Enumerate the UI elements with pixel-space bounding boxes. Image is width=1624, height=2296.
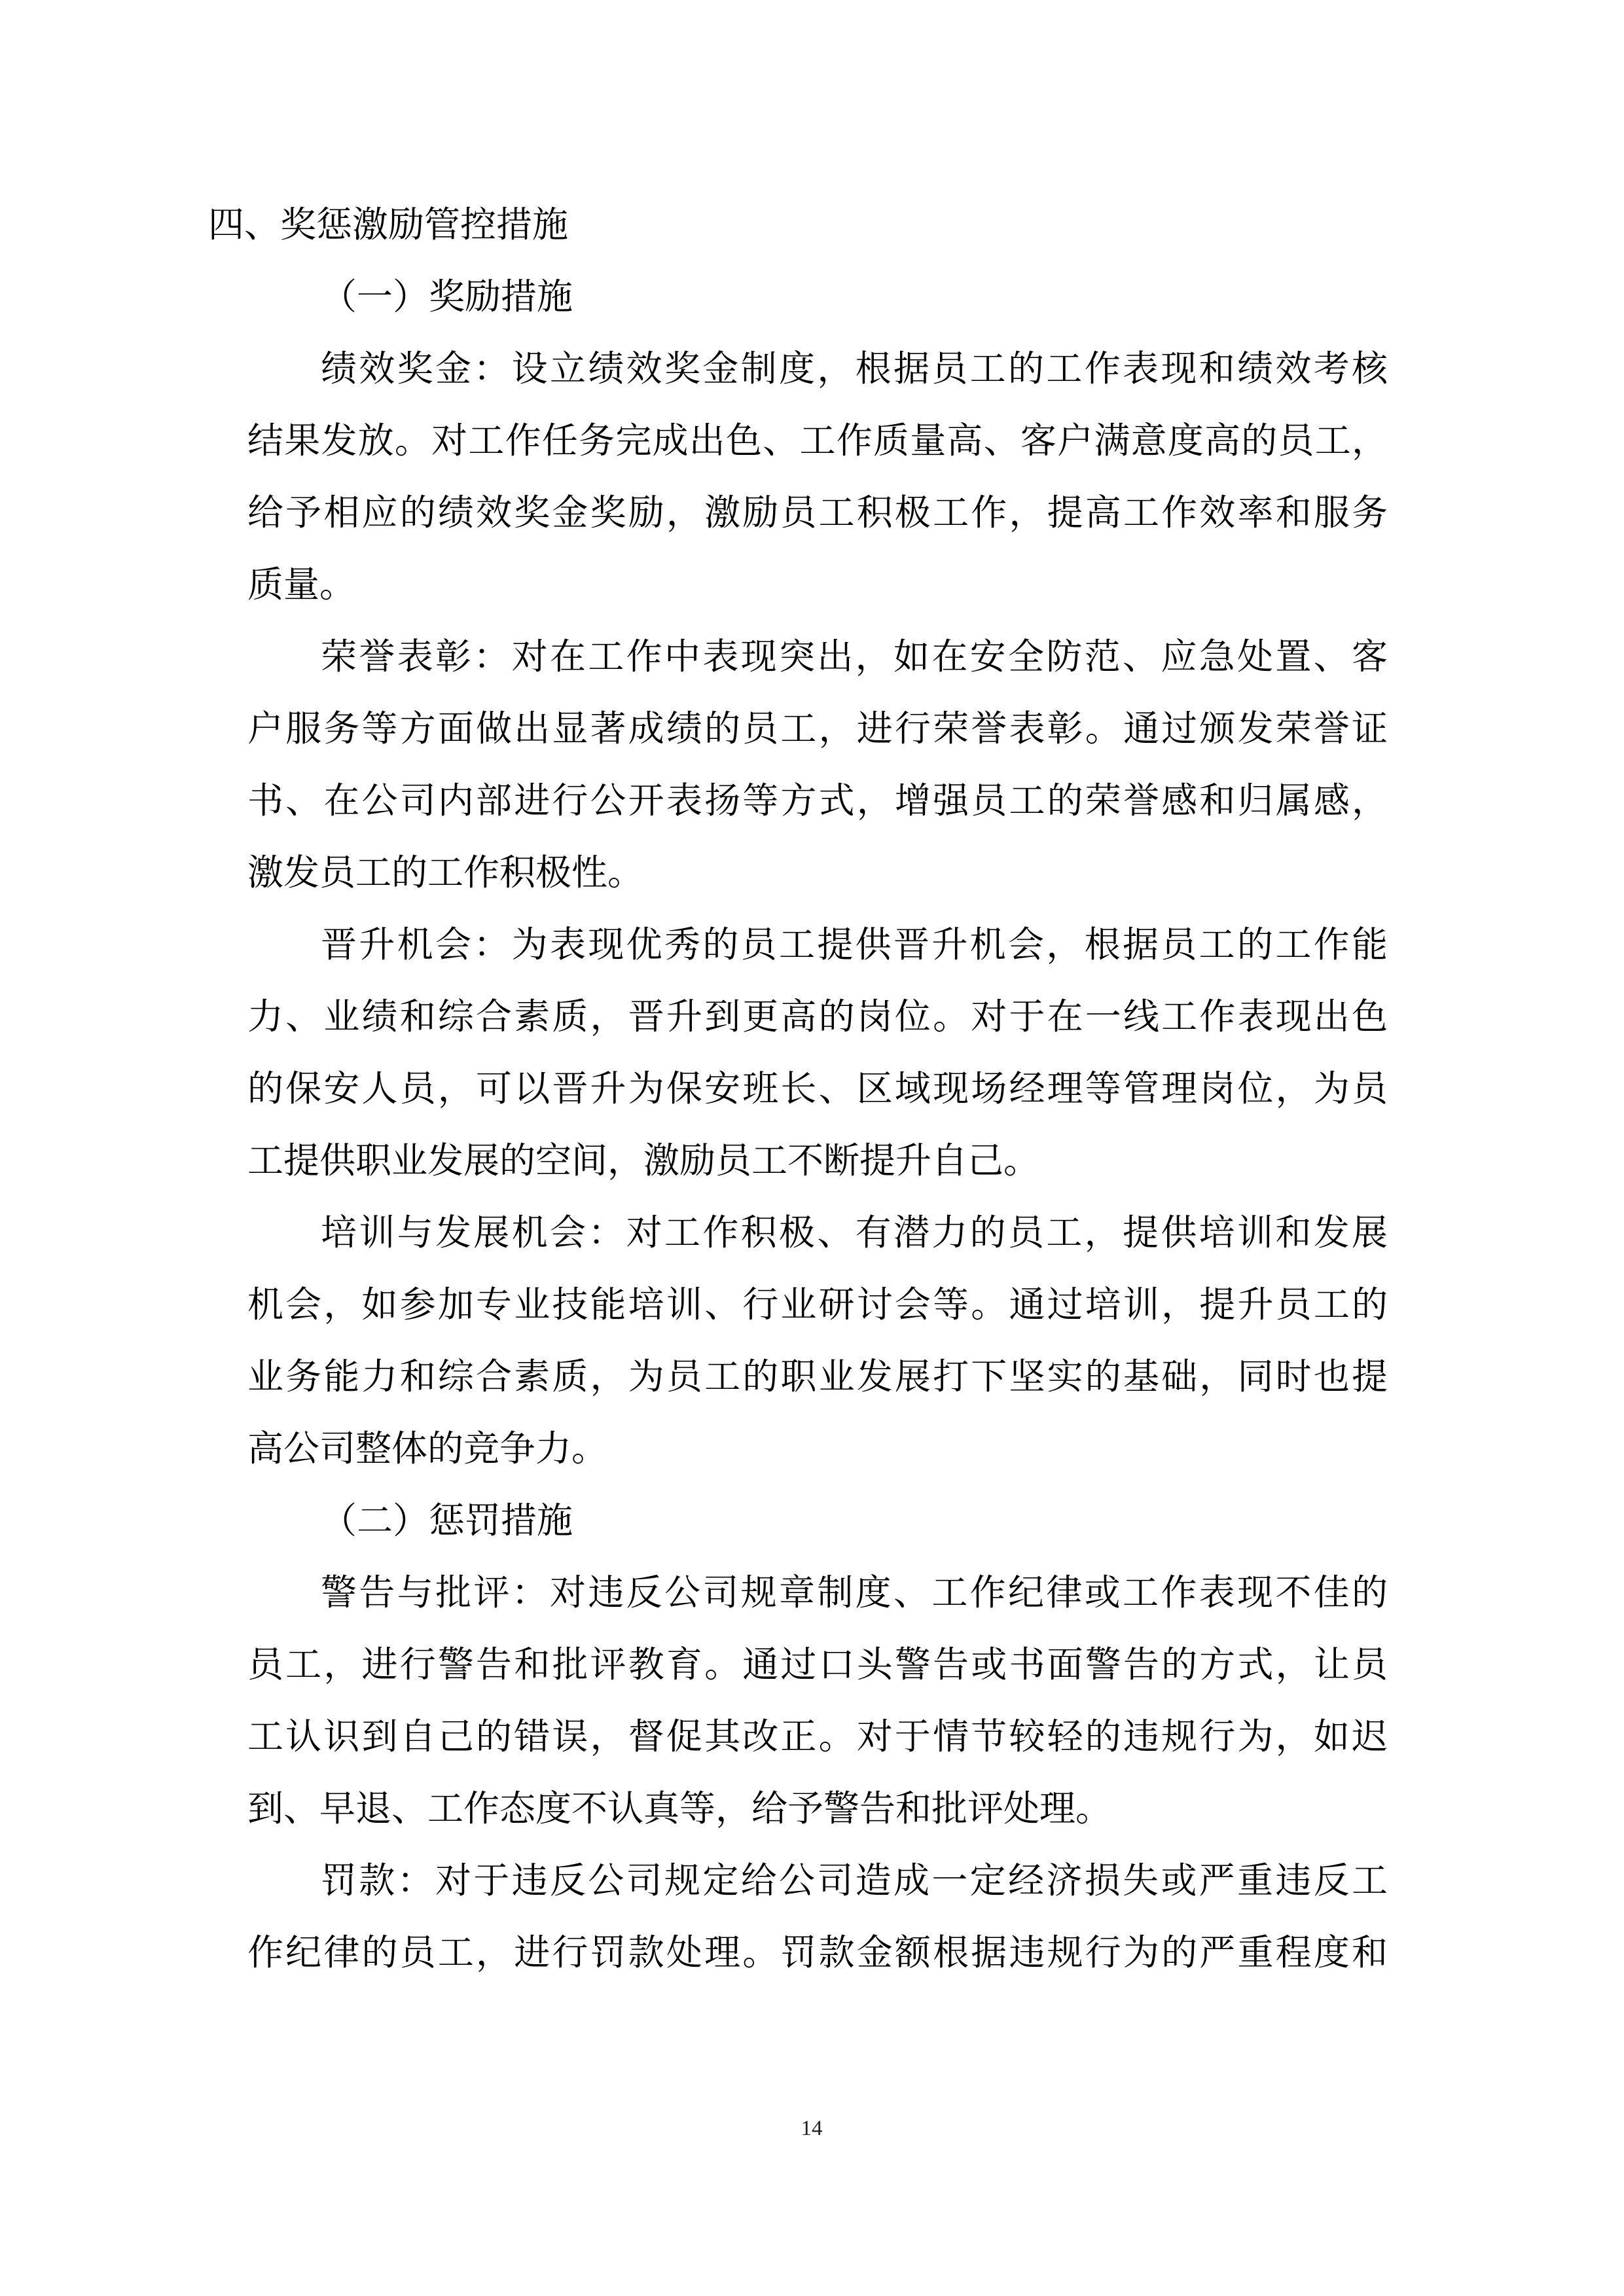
- paragraph-line: 质量。: [247, 564, 356, 605]
- paragraph-line: 机会，如参加专业技能培训、行业研讨会等。通过培训，提升员工的: [247, 1283, 1388, 1325]
- section-heading: 四、奖惩激励管控措施: [208, 204, 569, 245]
- paragraph-line: 书、在公司内部进行公开表扬等方式，增强员工的荣誉感和归属感，: [247, 780, 1388, 821]
- paragraph-line: 作纪律的员工，进行罚款处理。罚款金额根据违规行为的严重程度和: [247, 1931, 1388, 1973]
- paragraph-line: 结果发放。对工作任务完成出色、工作质量高、客户满意度高的员工，: [247, 420, 1388, 461]
- paragraph-line: 户服务等方面做出显著成绩的员工，进行荣誉表彰。通过颁发荣誉证: [247, 708, 1388, 749]
- paragraph-line: 工提供职业发展的空间，激励员工不断提升自己。: [247, 1139, 1040, 1181]
- paragraph-line: 荣誉表彰：对在工作中表现突出，如在安全防范、应急处置、客: [321, 636, 1388, 677]
- paragraph-line: 晋升机会：为表现优秀的员工提供晋升机会，根据员工的工作能: [321, 924, 1388, 965]
- paragraph-line: 激发员工的工作积极性。: [247, 852, 644, 893]
- paragraph-line: 罚款：对于违反公司规定给公司造成一定经济损失或严重违反工: [321, 1859, 1388, 1901]
- paragraph-line: 到、早退、工作态度不认真等，给予警告和批评处理。: [247, 1787, 1112, 1829]
- paragraph-line: 员工，进行警告和批评教育。通过口头警告或书面警告的方式，让员: [247, 1643, 1388, 1685]
- rewards-heading: （一）奖励措施: [321, 276, 573, 317]
- paragraph-line: 培训与发展机会：对工作积极、有潜力的员工，提供培训和发展: [321, 1211, 1388, 1253]
- penalties-heading: （二）惩罚措施: [321, 1499, 573, 1541]
- paragraph-line: 警告与批评：对违反公司规章制度、工作纪律或工作表现不佳的: [321, 1571, 1388, 1613]
- paragraph-line: 给予相应的绩效奖金奖励，激励员工积极工作，提高工作效率和服务: [247, 492, 1388, 533]
- page-number: 14: [801, 2117, 823, 2140]
- paragraph-line: 工认识到自己的错误，督促其改正。对于情节较轻的违规行为，如迟: [247, 1715, 1388, 1757]
- paragraph-line: 业务能力和综合素质，为员工的职业发展打下坚实的基础，同时也提: [247, 1355, 1388, 1397]
- paragraph-line: 的保安人员，可以晋升为保安班长、区域现场经理等管理岗位，为员: [247, 1067, 1388, 1109]
- paragraph-line: 高公司整体的竞争力。: [247, 1427, 608, 1469]
- paragraph-line: 绩效奖金：设立绩效奖金制度，根据员工的工作表现和绩效考核: [321, 348, 1388, 389]
- paragraph-line: 力、业绩和综合素质，晋升到更高的岗位。对于在一线工作表现出色: [247, 996, 1388, 1037]
